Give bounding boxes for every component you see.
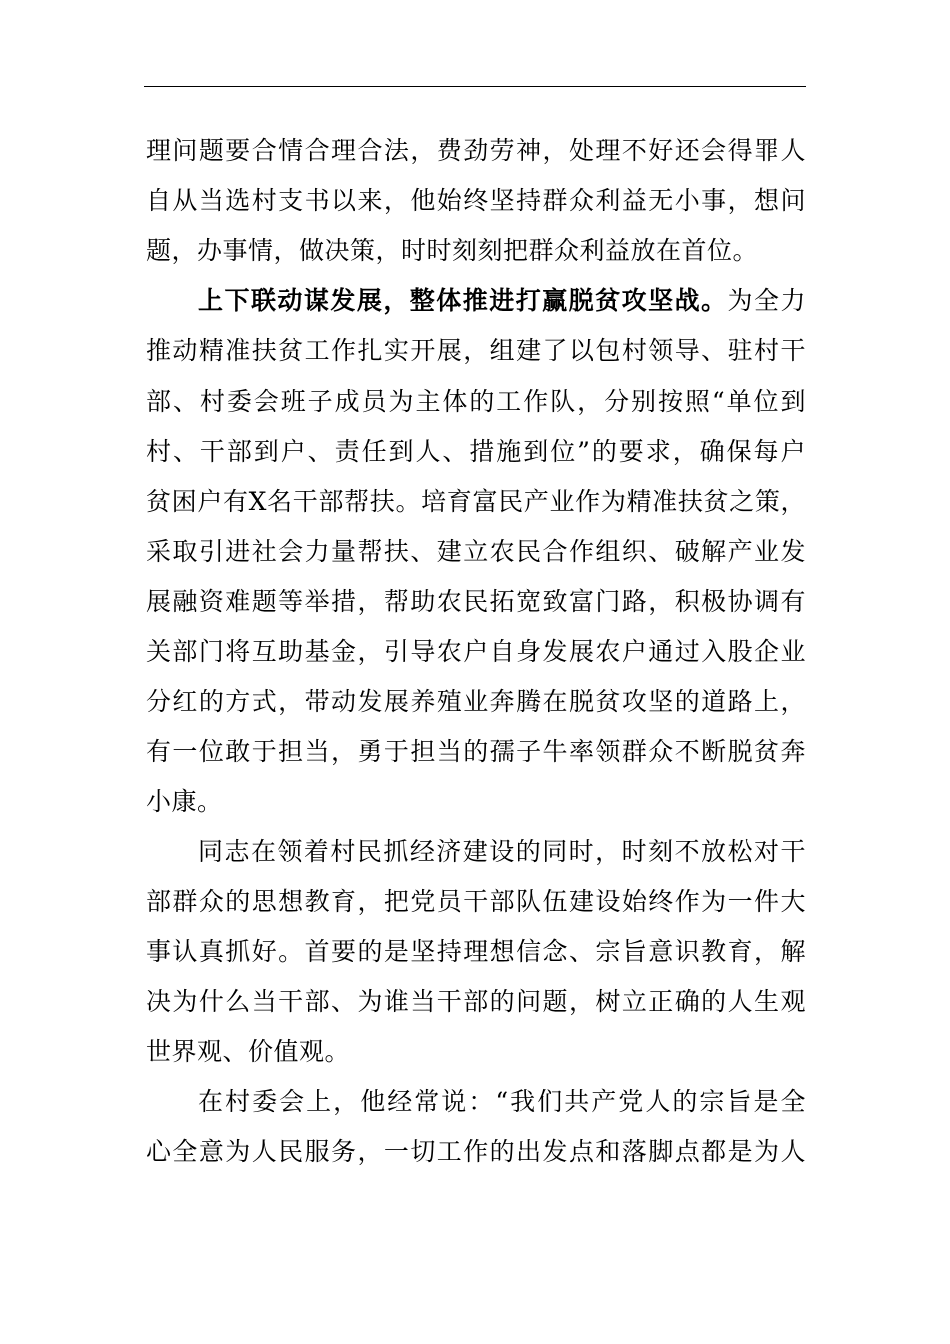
lead-line-continuation: 为全力 <box>727 286 806 315</box>
text-line-19: 世界观、价值观。 <box>146 1037 351 1066</box>
text-line-21: 心全意为人民服务，一切工作的出发点和落脚点都是为人 <box>146 1137 806 1166</box>
text-line-12: 分红的方式，带动发展养殖业奔腾在脱贫攻坚的道路上， <box>146 687 806 716</box>
text-line-16: 部群众的思想教育，把党员干部队伍建设始终作为一件大 <box>146 887 806 916</box>
text-line-18: 决为什么当干部、为谁当干部的问题，树立正确的人生观 <box>146 987 806 1016</box>
paragraph-lead-line <box>198 286 806 316</box>
text-line-9: 采取引进社会力量帮扶、建立农民合作组织、破解产业发 <box>146 537 806 566</box>
text-line-8: 贫困户有X名干部帮扶。培育富民产业作为精准扶贫之策， <box>146 487 806 516</box>
text-line-13: 有一位敢于担当，勇于担当的孺子牛率领群众不断脱贫奔 <box>146 737 806 766</box>
text-line-15: 同志在领着村民抓经济建设的同时，时刻不放松对干 <box>198 837 806 866</box>
text-line-2: 自从当选村支书以来，他始终坚持群众利益无小事，想问 <box>146 186 806 215</box>
text-line-6: 部、村委会班子成员为主体的工作队，分别按照“单位到 <box>146 387 806 416</box>
text-line-5: 推动精准扶贫工作扎实开展，组建了以包村领导、驻村干 <box>146 336 806 365</box>
text-line-14: 小康。 <box>146 787 223 816</box>
text-line-7: 村、干部到户、责任到人、措施到位”的要求，确保每户 <box>146 437 806 466</box>
text-line-20: 在村委会上，他经常说：“我们共产党人的宗旨是全 <box>198 1087 806 1116</box>
text-line-3: 题，办事情，做决策，时时刻刻把群众利益放在首位。 <box>146 236 759 265</box>
bold-lead-sentence: 上下联动谋发展，整体推进打赢脱贫攻坚战。 <box>198 286 728 315</box>
text-line-17: 事认真抓好。首要的是坚持理想信念、宗旨意识教育，解 <box>146 937 806 966</box>
text-line-11: 关部门将互助基金，引导农户自身发展农户通过入股企业 <box>146 637 806 666</box>
header-rule <box>144 86 806 87</box>
text-line-10: 展融资难题等举措，帮助农民拓宽致富门路，积极协调有 <box>146 587 806 616</box>
text-line-1: 理问题要合情合理合法，费劲劳神，处理不好还会得罪人 <box>146 136 806 165</box>
